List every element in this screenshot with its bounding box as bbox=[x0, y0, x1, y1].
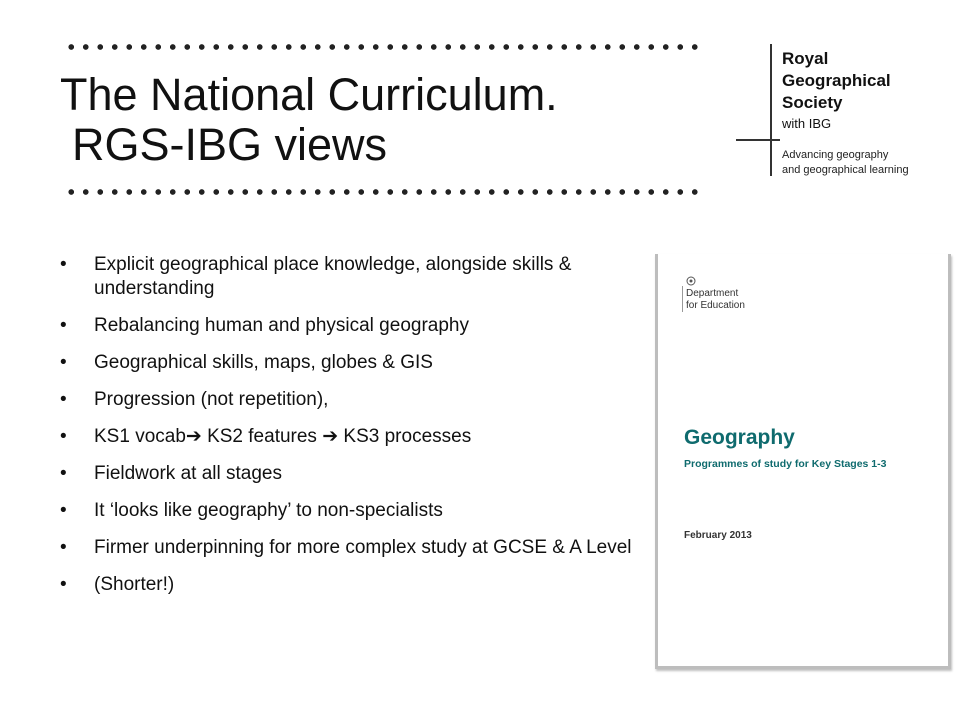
department-name bbox=[686, 288, 745, 312]
dotted-rule-top bbox=[64, 43, 704, 51]
title-line-2: RGS-IBG views bbox=[72, 119, 388, 170]
logo-vertical-rule bbox=[770, 44, 772, 176]
rgs-ibg-logo bbox=[736, 44, 952, 180]
department-line-2: for Education bbox=[686, 300, 745, 311]
bullet-item: • (Shorter!) bbox=[58, 573, 648, 597]
bullet-item: • Geographical skills, maps, globes & GIS bbox=[58, 351, 648, 375]
logo-tagline-1: Advancing geography bbox=[782, 149, 889, 161]
logo-ibg: IBG bbox=[808, 116, 832, 131]
cover-date: February 2013 bbox=[684, 530, 752, 541]
cover-title: Geography bbox=[684, 426, 795, 449]
crest-icon bbox=[686, 276, 696, 286]
bullet-item: • Progression (not repetition), bbox=[58, 388, 648, 412]
document-cover-image bbox=[655, 254, 951, 669]
logo-with-ibg bbox=[782, 116, 831, 132]
bullet-item: • Firmer underpinning for more complex study at GCSE & A Level bbox=[58, 536, 648, 560]
bullet-item: • It ‘looks like geography’ to non-specialists bbox=[58, 499, 648, 523]
logo-line-3: Society bbox=[782, 93, 843, 112]
bullet-list bbox=[58, 253, 648, 610]
cover-subtitle: Programmes of study for Key Stages 1-3 bbox=[684, 458, 887, 470]
bullet-item: • Fieldwork at all stages bbox=[58, 462, 648, 486]
dotted-rule-bottom bbox=[64, 188, 704, 196]
department-line-1: Department bbox=[686, 288, 739, 299]
bullet-item: • Rebalancing human and physical geography bbox=[58, 314, 648, 338]
logo-line-1: Royal bbox=[782, 49, 829, 68]
logo-name bbox=[782, 48, 891, 114]
logo-with: with bbox=[782, 116, 806, 131]
logo-horizontal-rule bbox=[736, 139, 780, 141]
slide-title bbox=[60, 70, 558, 170]
logo-tagline-2: and geographical learning bbox=[782, 164, 909, 176]
title-line-1: The National Curriculum. bbox=[60, 69, 558, 120]
logo-tagline bbox=[782, 148, 909, 178]
bullet-item: • Explicit geographical place knowledge, alongside skills & understanding bbox=[58, 253, 648, 301]
logo-line-2: Geographical bbox=[782, 71, 891, 90]
bullet-item: • KS1 vocab➔ KS2 features ➔ KS3 processes bbox=[58, 425, 648, 449]
